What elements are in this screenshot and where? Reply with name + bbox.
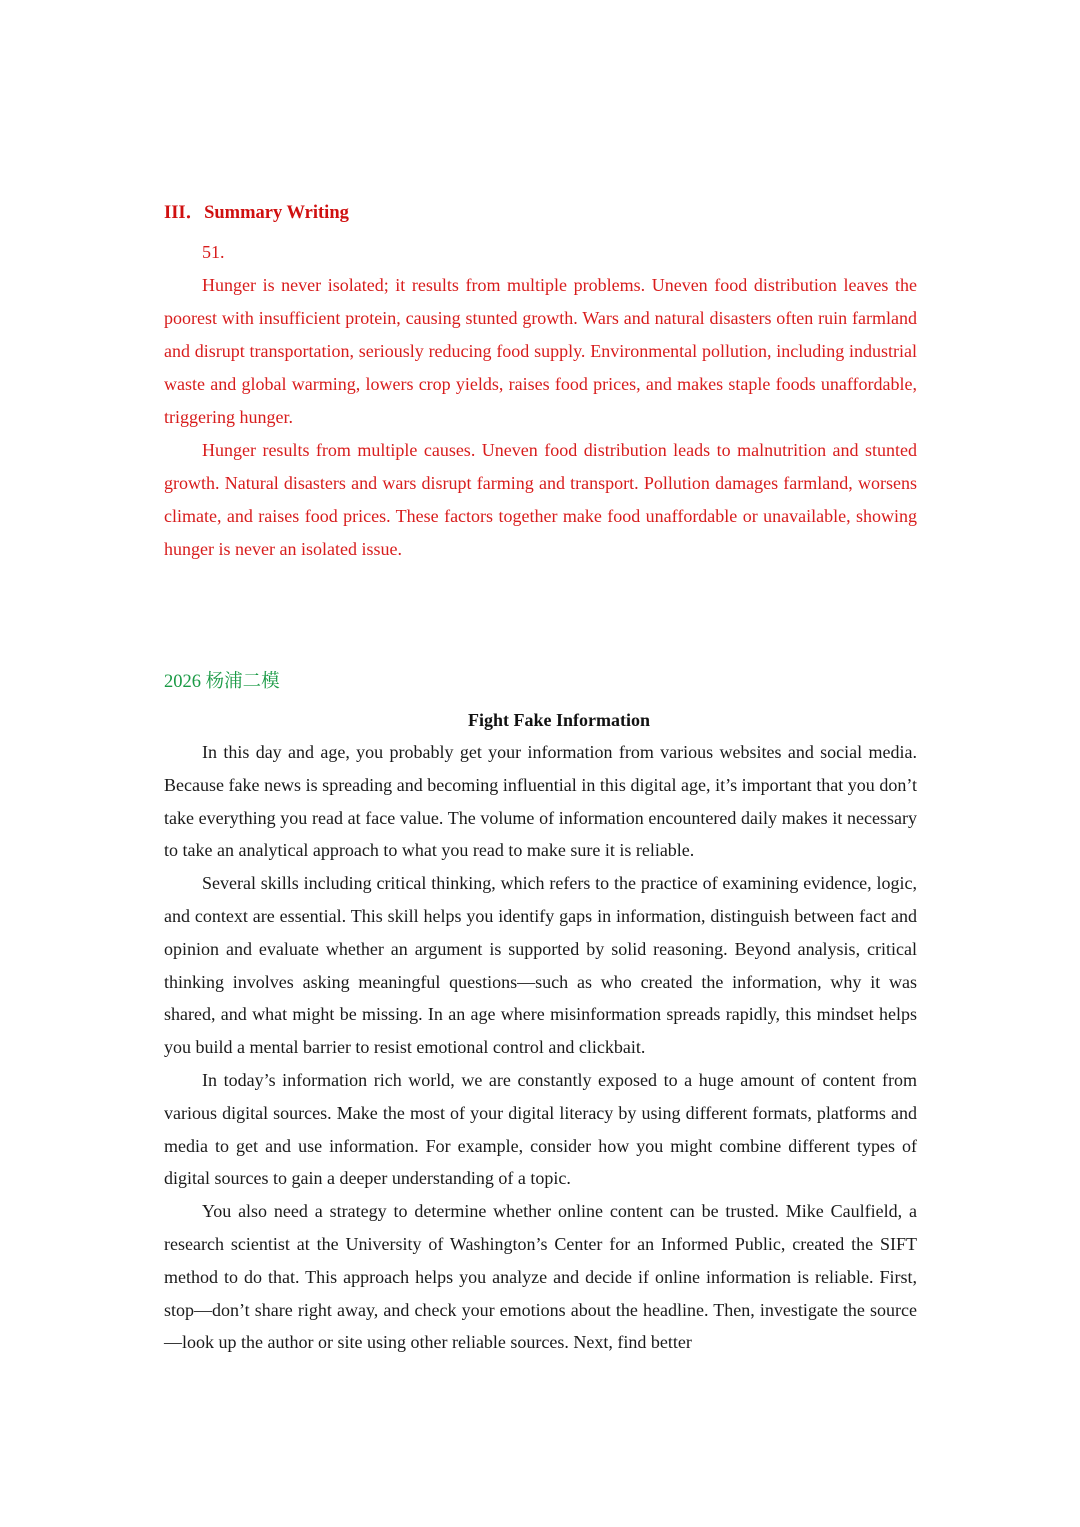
answer-block — [164, 236, 917, 566]
answer-paragraph: Hunger is never isolated; it results from multiple problems. Uneven food distribution leaves the poorest with insufficient protein, causing stunted growth. Wars and natural disasters often ruin farmland and disrupt transportation, seriously reducing food supply. Environmental pollution, including industrial waste and global warming, lowers crop yields, raises food prices, and makes staple foods unaffordable, triggering hunger. — [164, 275, 917, 427]
article-body — [164, 736, 917, 1359]
article-paragraph: Several skills including critical thinking, which refers to the practice of examining evidence, logic, and context are essential. This skill helps you identify gaps in information, distinguish between fact and opinion and evaluate whether an argument is supported by solid reasoning. Beyond analysis, critical thinking involves asking meaningful questions—such as who created the information, why it was shared, and what might be missing. In an age where misinformation spreads rapidly, this mindset helps you build a mental barrier to resist emotional control and clickbait. — [164, 873, 917, 1058]
exam-source-label: 2026 杨浦二模 — [164, 672, 280, 692]
question-number: 51. — [202, 242, 225, 262]
article-paragraph: In this day and age, you probably get your information from various websites and social media. Because fake news is spreading and becoming influential in this digital age, it’s important that you don’t take everything you read at face value. The volume of information encountered daily makes it necessary to take an analytical approach to what you read to make sure it is reliable. — [164, 742, 917, 861]
article-paragraph: You also need a strategy to determine whether online content can be trusted. Mike Caulfield, a research scientist at the University of Washington’s Center for an Informed Public, created the SIFT method to do that. This approach helps you analyze and decide if online information is reliable. First, stop—don’t share right away, and check your emotions about the headline. Then, investigate the source—look up the author or site using other reliable sources. Next, find better — [164, 1201, 917, 1353]
answer-paragraph: Hunger results from multiple causes. Uneven food distribution leads to malnutrition and stunted growth. Natural disasters and wars disrupt farming and transport. Pollution damages farmland, worsens climate, and raises food prices. These factors together make food unaffordable or unavailable, showing hunger is never an isolated issue. — [164, 440, 917, 559]
section-heading: III．Summary Writing — [164, 203, 349, 223]
article-title: Fight Fake Information — [468, 710, 650, 730]
article-paragraph: In today’s information rich world, we are constantly exposed to a huge amount of content from various digital sources. Make the most of your digital literacy by using different formats, platforms and media to get and use information. For example, consider how you might combine different types of digital sources to gain a deeper understanding of a topic. — [164, 1069, 917, 1189]
